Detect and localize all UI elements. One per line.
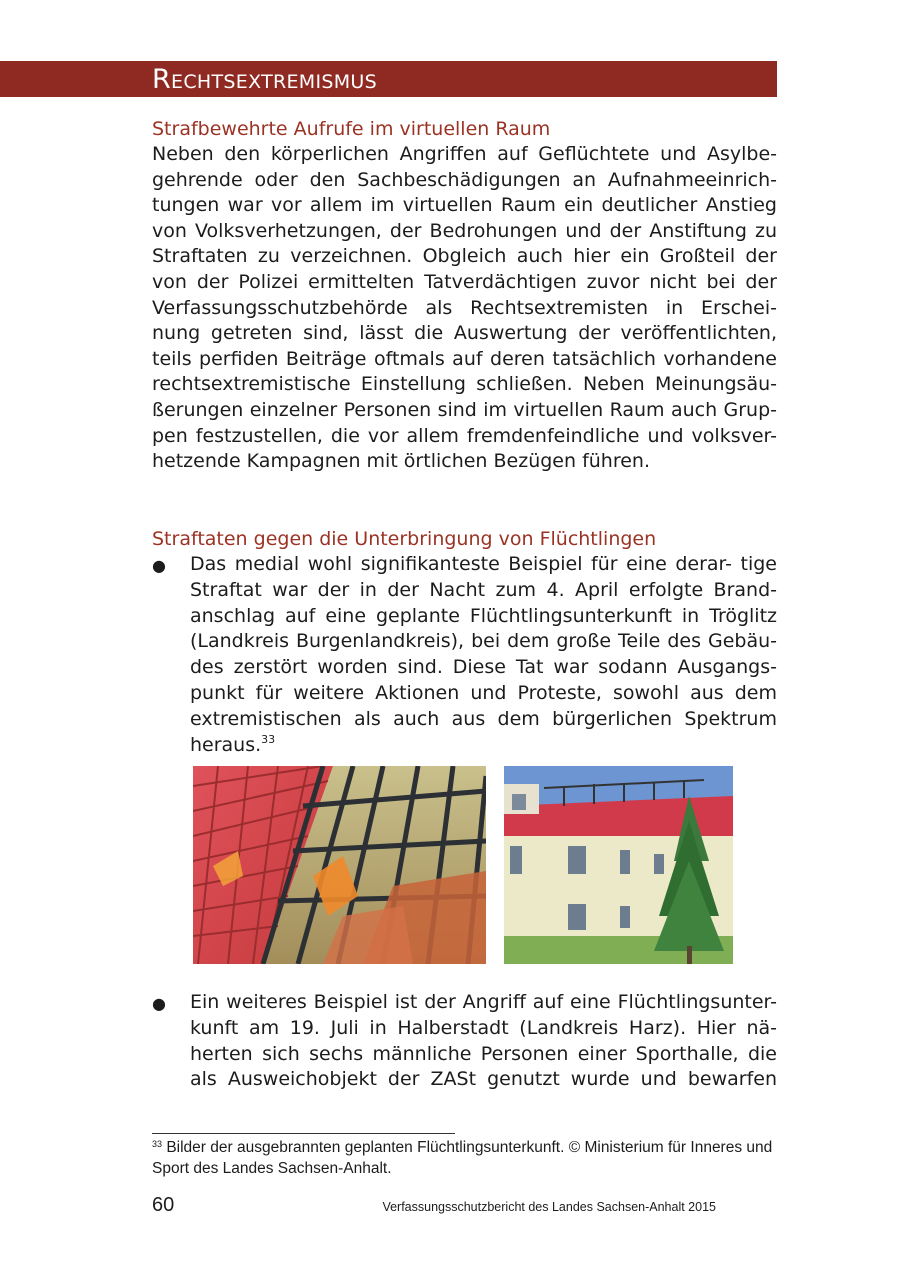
publication-title: Verfassungsschutzbericht des Landes Sachsen-Anhalt 2015: [382, 1200, 716, 1214]
text-line: ßerungen einzelner Personen sind im virtuellen Raum auch Grup-: [152, 398, 777, 421]
photo-damaged-house: [504, 766, 733, 964]
chapter-header-bar: [0, 61, 777, 97]
text-line: Ein weiteres Beispiel ist der Angriff auf eine Flüchtlingsunter-: [190, 991, 777, 1013]
section-heading-virtual-calls: Strafbewehrte Aufrufe im virtuellen Raum: [152, 118, 551, 140]
page-number: 60: [152, 1194, 175, 1216]
text-fragment: heraus.: [190, 733, 262, 756]
text-line: [190, 733, 777, 759]
section-paragraph-virtual-calls: [152, 142, 777, 475]
footnote-number: 33: [152, 1139, 163, 1149]
footnote-33: [152, 1138, 777, 1179]
text-line: von Volksverhetzungen, der Bedrohungen und der Anstiftung zu: [152, 219, 777, 242]
text-line: punkt für weitere Aktionen und Proteste, sowohl aus dem: [190, 681, 777, 704]
text-line: von der Polizei ermittelten Tatverdächtigen zuvor nicht bei der: [152, 270, 777, 293]
text-line: pen festzustellen, die vor allem fremdenfeindliche und volksver-: [152, 424, 777, 447]
text-line: Verfassungsschutzbehörde als Rechtsextremisten in Erschei-: [152, 296, 777, 319]
text-line: als Ausweichobjekt der ZASt genutzt wurde und bewarfen: [190, 1068, 777, 1091]
text-line: (Landkreis Burgenlandkreis), bei dem große Teile des Gebäu-: [190, 630, 777, 653]
text-line: extremistischen als auch aus dem bürgerlichen Spektrum: [190, 707, 777, 730]
bullet-item-halberstadt: [190, 990, 777, 1093]
footnote-divider: [152, 1133, 455, 1134]
text-line: Das medial wohl signifikanteste Beispiel für eine derar- tige: [190, 553, 777, 575]
chapter-title: Rechtsextremismus: [152, 64, 378, 95]
text-line: rechtsextremistische Einstellung schließen. Neben Meinungsäu-: [152, 373, 777, 396]
text-line: tungen war vor allem im virtuellen Raum ein deutlicher Anstieg: [152, 194, 777, 217]
photo-burnt-roof: [193, 766, 486, 964]
text-line: Straftat war der in der Nacht zum 4. April erfolgte Brand-: [190, 578, 777, 601]
bullet-item-troeglitz: [190, 552, 777, 758]
text-line: Neben den körperlichen Angriffen auf Geflüchtete und Asylbe-: [152, 143, 777, 165]
bullet-marker: ●: [152, 994, 166, 1013]
section-heading-refugee-housing: Straftaten gegen die Unterbringung von Flüchtlingen: [152, 528, 657, 550]
text-line: des zerstört worden sind. Diese Tat war sodann Ausgangs-: [190, 656, 777, 679]
text-line: nung getreten sind, lässt die Auswertung der veröffentlichten,: [152, 322, 777, 345]
footnote-text: Bilder der ausgebrannten geplanten Flüchtlingsunterkunft. © Ministerium für Inneres und Sport des Landes Sachsen-Anhalt.: [152, 1139, 773, 1177]
text-line: gehrende oder den Sachbeschädigungen an Aufnahmeeinrich-: [152, 168, 777, 191]
text-line: herten sich sechs männliche Personen einer Sporthalle, die: [190, 1042, 777, 1065]
text-line: kunft am 19. Juli in Halberstadt (Landkreis Harz). Hier nä-: [190, 1016, 777, 1039]
footnote-reference: 33: [261, 732, 276, 746]
text-line: anschlag auf eine geplante Flüchtlingsunterkunft in Tröglitz: [190, 604, 777, 627]
text-line: Straftaten zu verzeichnen. Obgleich auch hier ein Großteil der: [152, 245, 777, 268]
bullet-marker: ●: [152, 556, 166, 575]
text-line: teils perfiden Beiträge oftmals auf deren tatsächlich vorhandene: [152, 347, 777, 370]
text-line: hetzende Kampagnen mit örtlichen Bezügen führen.: [152, 450, 651, 473]
